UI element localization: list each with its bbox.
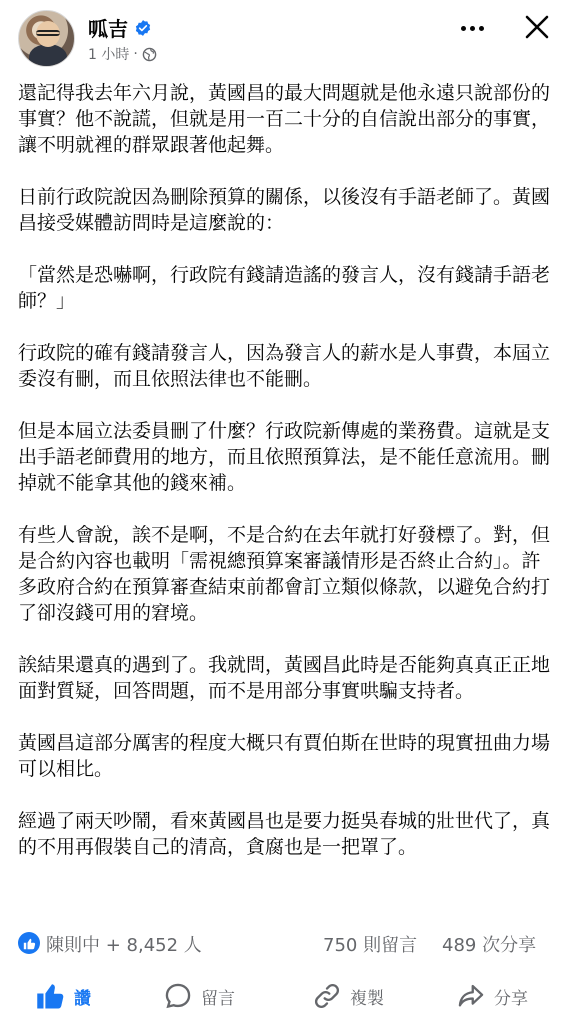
author-name[interactable]: 呱吉 (88, 17, 128, 41)
comment-label: 留言 (201, 988, 235, 1009)
share-arrow-icon (456, 982, 486, 1010)
more-dot (470, 26, 475, 31)
post-paragraph: 但是本屆立法委員刪了什麼？行政院新傳處的業務費。這就是支出手語老師費用的地方，而且依照預算法，是不能任意流用。刪掉就不能拿其他的錢來補。 (18, 420, 551, 494)
post-paragraph: 黃國昌這部分厲害的程度大概只有賈伯斯在世時的現實扭曲力場可以相比。 (18, 732, 551, 780)
close-icon[interactable] (520, 10, 554, 44)
verified-badge-icon (134, 19, 152, 37)
author-name-row (88, 13, 152, 42)
like-button[interactable] (36, 980, 91, 1012)
post-paragraph: 經過了兩天吵鬧，看來黃國昌也是要力挺吳春城的壯世代了，真的不用再假裝自己的清高，貪腐也是一把罩了。 (18, 810, 551, 858)
share-button[interactable] (456, 980, 528, 1012)
comments-count[interactable]: 750 則留言 (323, 935, 418, 956)
post-paragraph: 誒結果還真的遇到了。我就問，黃國昌此時是否能夠真真正正地面對質疑，回答問題，而不是用部分事實哄騙支持者。 (18, 654, 551, 702)
share-label: 分享 (494, 988, 528, 1009)
comment-button[interactable] (163, 980, 235, 1012)
avatar-glasses (36, 30, 60, 36)
copy-label: 複製 (350, 988, 384, 1009)
author-avatar[interactable] (18, 10, 75, 67)
link-icon (312, 982, 342, 1010)
more-dot (461, 26, 466, 31)
post-paragraph: 日前行政院說因為刪除預算的關係，以後沒有手語老師了。黃國昌接受媒體訪問時是這麼說的： (18, 186, 551, 234)
post-paragraph: 行政院的確有錢請發言人，因為發言人的薪水是人事費，本屆立委沒有刪，而且依照法律也不能刪。 (18, 342, 551, 390)
like-label: 讚 (74, 988, 91, 1009)
post-body (18, 80, 552, 886)
thumbs-up-icon (36, 982, 66, 1010)
post-paragraph: 「當然是恐嚇啊，行政院有錢請造謠的發言人，沒有錢請手語老師？」 (18, 264, 551, 312)
shares-count[interactable]: 489 次分享 (442, 935, 537, 956)
globe-icon (142, 47, 157, 62)
post-paragraph: 還記得我去年六月說，黃國昌的最大問題就是他永遠只說部份的事實？他不說謊，但就是用一百二十分的自信說出部分的事實，讓不明就裡的群眾跟著他起舞。 (18, 82, 551, 156)
post-actions (0, 972, 569, 1020)
meta-separator: · (133, 46, 138, 62)
more-dot (479, 26, 484, 31)
post-timestamp[interactable]: 1 小時 (88, 47, 130, 63)
copy-button[interactable] (312, 980, 384, 1012)
post-paragraph: 有些人會說，誒不是啊，不是合約在去年就打好發標了。對，但是合約內容也載明「需視總預算案審議情形是否終止合約」。許多政府合約在預算審查結束前都會訂立類似條款，以避免合約打了卻沒錢可用的窘境。 (18, 524, 551, 624)
avatar-shirt (29, 44, 67, 67)
comment-icon (163, 982, 193, 1010)
post-header (0, 0, 569, 70)
like-reaction-icon[interactable] (18, 932, 40, 954)
post-stats (0, 927, 569, 961)
reactors-summary[interactable]: 陳則中 + 8,452 人 (46, 935, 202, 956)
post-meta (88, 44, 157, 64)
thumbs-up-icon (23, 937, 36, 950)
more-options-icon[interactable] (454, 16, 490, 40)
